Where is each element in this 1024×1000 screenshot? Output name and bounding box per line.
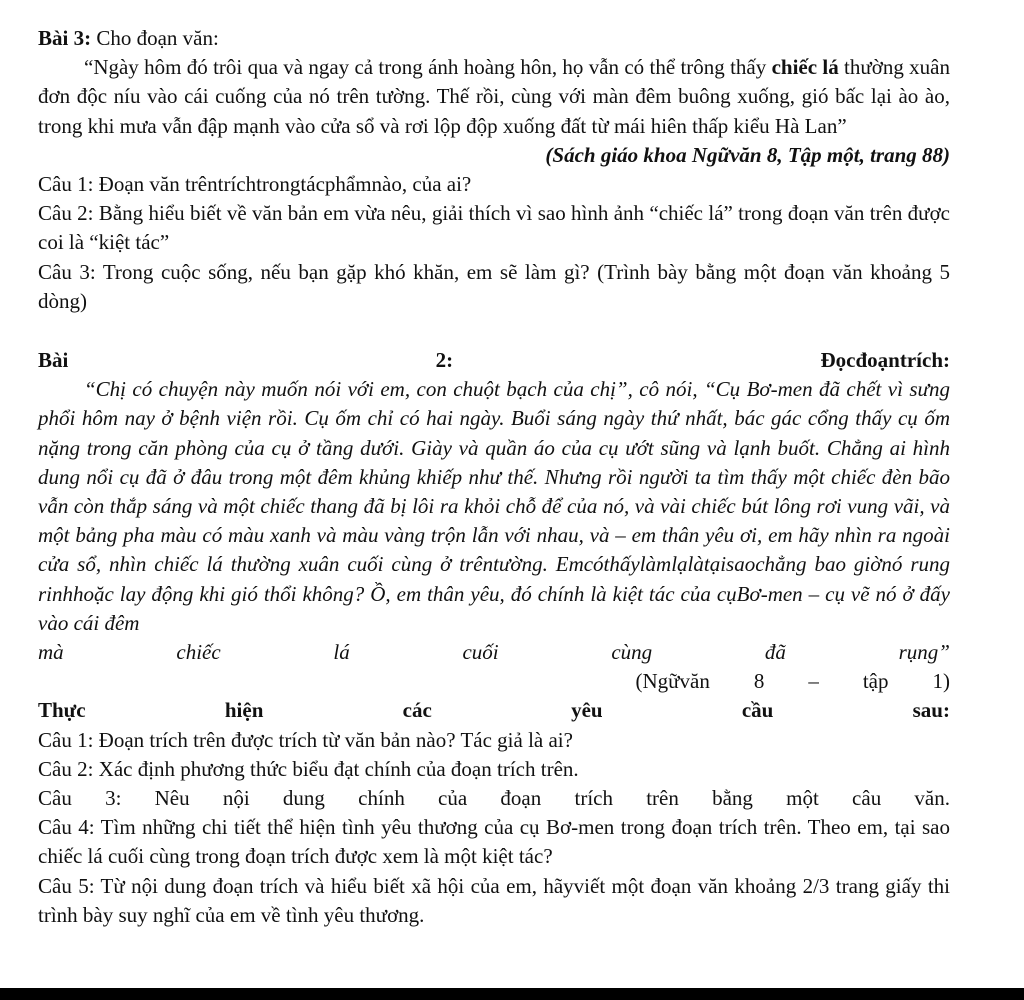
- bai2-excerpt: “Chị có chuyện này muốn nói với em, con chuột bạch của chị”, cô nói, “Cụ Bơ-men đã chết vì sưng phổi hôm nay ở bệnh viện rồi. Cụ ốm chỉ có hai ngày. Buổi sáng ngày thứ nhất, bác gác cổng thấy cụ ốm nặng trong căn phòng của cụ ở tầng dưới. Giày và quần áo của cụ ướt sũng và lạnh buốt. Chẳng ai hình dung nổi cụ đã ở đâu trong một đêm khủng khiếp như thế. Nhưng rồi người ta tìm thấy một chiếc đèn bão vẫn còn thắp sáng và một chiếc thang đã bị lôi ra khỏi chỗ để của nó, và vài chiếc bút lông rơi vung vãi, và một bảng pha màu có màu xanh và màu vàng trộn lẫn với nhau, và – em thân yêu ơi, em hãy nhìn ra ngoài cửa sổ, nhìn chiếc lá thường xuân cuối cùng ở trêntường. Emcóthấylàmlạlàtạisaochẳng bao giờnó rung rinhhoặc lay động khi gió thổi không? Ồ, em thân yêu, đó chính là kiệt tác của cụBơ-men – cụ vẽ nó ở đấy vào cái đêm: [38, 377, 950, 635]
- bai3-source: (Sách giáo khoa Ngữvăn 8, Tập một, trang 88): [545, 142, 950, 167]
- bai2-heading: [38, 346, 950, 375]
- bai3-quote-line1: “Ngày hôm đó trôi qua và ngay cả trong ánh hoàng hôn, họ vẫn có thể trông thấy: [84, 55, 767, 80]
- task-word: hiện: [224, 698, 264, 723]
- task-word: sau:: [912, 698, 950, 723]
- bai2-question-4: Câu 4: Tìm những chi tiết thể hiện tình yêu thương của cụ Bơ-men trong đoạn trích trên. Theo em, tại sao chiếc lá cuối cùng trong đoạn trích được xem là một kiệt tác?: [38, 815, 950, 869]
- bai2-question-3: Câu 3: Nêu nội dung chính của đoạn trích trên bằng một câu văn.: [38, 786, 950, 811]
- section-gap: [38, 316, 950, 346]
- excerpt-word: đã: [764, 640, 786, 665]
- bai2-question-5: Câu 5: Từ nội dung đoạn trích và hiểu biết xã hội của em, hãyviết một đoạn văn khoảng 2/3 trang giấy thi trình bày suy nghĩ của em về tình yêu thương.: [38, 873, 950, 927]
- document-page: [38, 24, 950, 930]
- bai2-excerpt-last-line: [38, 638, 950, 667]
- source-word: –: [808, 669, 819, 694]
- task-word: các: [402, 698, 432, 723]
- bai3-quote: [38, 53, 950, 141]
- bai3-heading-label: Bài 3:: [38, 26, 92, 50]
- bai3-question-3: Câu 3: Trong cuộc sống, nếu bạn gặp khó khăn, em sẽ làm gì? (Trình bày bằng một đoạn văn khoảng 5 dòng): [38, 259, 950, 313]
- source-word: tập: [862, 669, 889, 694]
- bai3-quote-rest: thường xuân đơn độc níu vào cái cuống của nó trên tường. Thế rồi, cùng với màn đêm buông xuống, gió bấc lại ào ào, trong khi mưa vẫn đập mạnh vào cửa sổ và rơi lộp độp xuống đất từ mái hiên thấp kiểu Hà Lan”: [38, 55, 951, 138]
- excerpt-word: cuối: [462, 640, 499, 665]
- bai2-heading-word: Bài: [38, 348, 69, 373]
- excerpt-word: cùng: [611, 640, 653, 665]
- source-word: (Ngữvăn: [635, 669, 710, 694]
- excerpt-word: rụng”: [898, 640, 950, 665]
- excerpt-word: chiếc: [176, 640, 221, 665]
- bai3-heading: [38, 24, 950, 53]
- bai3-question-1: Câu 1: Đoạn văn trêntríchtrongtácphẩmnào, của ai?: [38, 172, 472, 197]
- bai2-question-2: Câu 2: Xác định phương thức biểu đạt chính của đoạn trích trên.: [38, 756, 579, 781]
- bai3-question-2: Câu 2: Bằng hiểu biết về văn bản em vừa nêu, giải thích vì sao hình ảnh “chiếc lá” trong đoạn văn trên được coi là “kiệt tác”: [38, 201, 950, 255]
- task-word: cầu: [741, 698, 774, 723]
- source-word: 1): [932, 669, 950, 694]
- excerpt-word: lá: [333, 640, 350, 665]
- task-word: Thực: [38, 698, 86, 723]
- bai3-heading-text: Cho đoạn văn:: [91, 26, 219, 50]
- excerpt-word: mà: [38, 640, 64, 665]
- bottom-black-bar: [0, 988, 1024, 1000]
- source-word: 8: [753, 669, 765, 694]
- bai3-quote-bold: chiếc lá: [771, 55, 839, 80]
- bai2-heading-word: 2:: [435, 348, 454, 373]
- bai2-source: [38, 667, 950, 696]
- bai2-question-1: Câu 1: Đoạn trích trên được trích từ văn bản nào? Tác giả là ai?: [38, 727, 573, 752]
- bai2-task-heading: [38, 696, 950, 725]
- bai2-heading-word: Đọcđoạntrích:: [820, 348, 950, 373]
- task-word: yêu: [571, 698, 603, 723]
